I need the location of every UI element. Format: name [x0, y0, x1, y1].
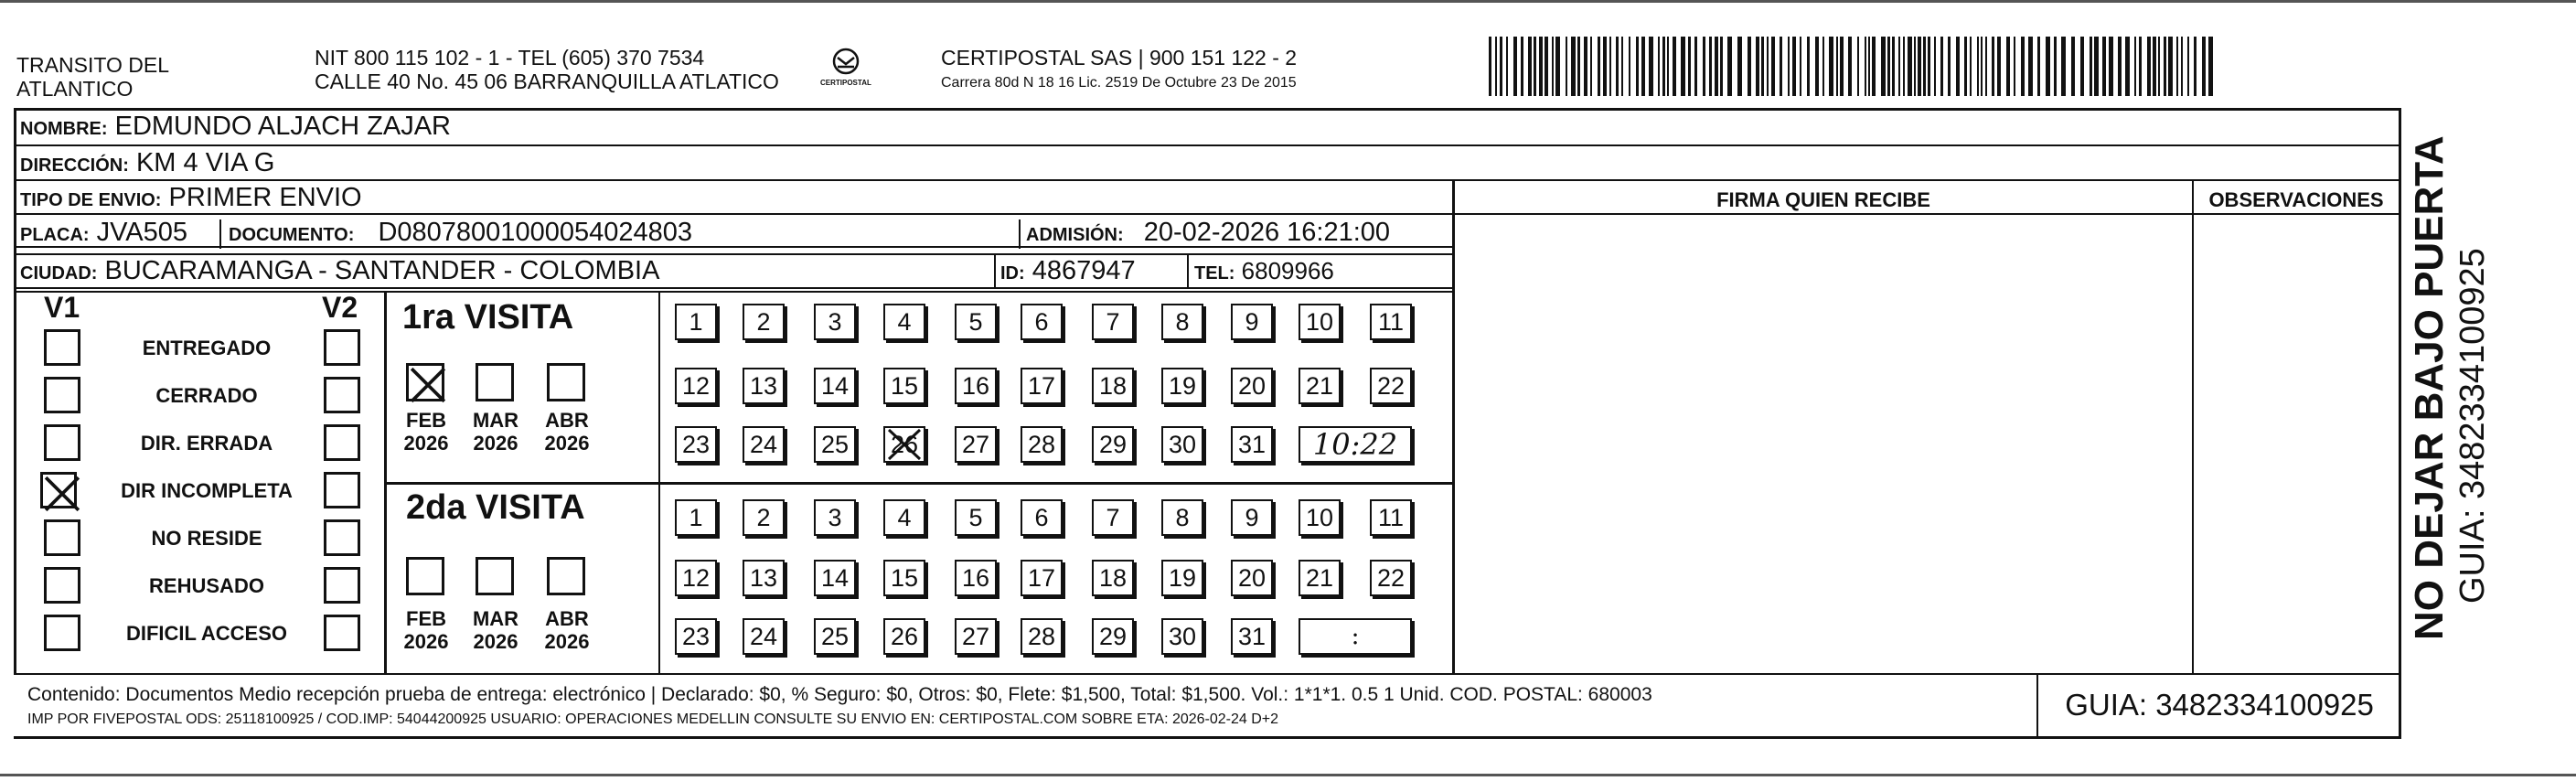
visit1-day-box[interactable]: 20	[1231, 368, 1273, 404]
company-name	[16, 53, 169, 101]
visit-month-sep	[658, 291, 660, 675]
status-v2-checkbox[interactable]	[324, 329, 360, 366]
barcode-bar	[2090, 37, 2092, 96]
barcode-bar	[1658, 37, 1660, 96]
imp-text: IMP POR FIVEPOSTAL ODS: 25118100925 / COD.IMP: 54044200925 USUARIO: OPERACIONES MEDELLIN CONSULTE SU ENVIO EN: CERTIPOSTAL.COM SOBRE ETA: 2026-02-24 D+2	[27, 711, 1279, 727]
visit2-day-box[interactable]: 9	[1231, 499, 1273, 536]
guia-box-sep	[2036, 673, 2038, 737]
nombre-row	[20, 112, 451, 144]
visit2-day-box[interactable]: 24	[743, 618, 785, 655]
visit1-day-box[interactable]: 24	[743, 426, 785, 463]
barcode-bar	[1688, 37, 1691, 96]
barcode-bar	[1868, 37, 1870, 96]
visit1-day-box[interactable]: 13	[743, 368, 785, 404]
status-v1-checkbox[interactable]	[44, 377, 80, 413]
barcode-bar	[2181, 37, 2183, 96]
visit1-day-box[interactable]: 11	[1370, 304, 1412, 340]
id-label: ID:	[1000, 263, 1025, 284]
barcode-bar	[2021, 37, 2025, 96]
frame-right	[2399, 108, 2401, 739]
visit1-day-box[interactable]: 9	[1231, 304, 1273, 340]
carrier-line: CERTIPOSTAL SAS | 900 151 122 - 2	[941, 46, 1298, 70]
barcode-bar	[1534, 37, 1536, 96]
barcode-bar	[1788, 37, 1790, 96]
guia-box: GUIA: 3482334100925	[2065, 688, 2374, 722]
status-v1-checkbox[interactable]	[44, 615, 80, 651]
barcode-bar	[2028, 37, 2033, 96]
barcode-bar	[1780, 37, 1782, 96]
barcode-bar	[1956, 37, 1960, 96]
direccion-label: DIRECCIÓN:	[20, 155, 129, 176]
sep-admision	[1019, 219, 1021, 249]
sep-tel	[1187, 254, 1189, 289]
barcode-bar	[1928, 37, 1930, 96]
barcode-bar	[1495, 37, 1497, 96]
visit2-day-box[interactable]: 5	[955, 499, 997, 536]
row-line-1	[14, 144, 2401, 146]
barcode-bar	[1997, 37, 2001, 96]
visit1-day-box[interactable]: 31	[1231, 426, 1273, 463]
barcode-bar	[1737, 37, 1742, 96]
barcode-bar	[1792, 37, 1796, 96]
barcode-bar	[2153, 37, 2156, 96]
visit2-day-box[interactable]: 15	[883, 560, 925, 596]
frame-left	[14, 108, 16, 675]
company-name-line-1: TRANSITO DEL	[16, 53, 169, 77]
placa-value: JVA505	[96, 218, 188, 247]
direccion-row	[20, 148, 274, 180]
visit1-day-box[interactable]: 10	[1299, 304, 1341, 340]
barcode-bar	[1908, 37, 1912, 96]
admision-row	[1026, 218, 1390, 250]
visit1-title: 1ra VISITA	[402, 298, 574, 337]
id-value: 4867947	[1031, 256, 1136, 285]
status-v1-checkbox[interactable]	[40, 472, 77, 508]
row-line-5	[14, 253, 1454, 255]
visit2-title: 2da VISITA	[406, 488, 585, 527]
sep-placa	[219, 219, 221, 249]
observaciones-header: OBSERVACIONES	[2208, 188, 2384, 211]
company-name-line-2: ATLANTICO	[16, 77, 134, 101]
barcode-bar	[1616, 37, 1619, 96]
status-label: DIR INCOMPLETA	[121, 479, 293, 502]
visit2-day-box[interactable]: 22	[1370, 560, 1412, 596]
barcode-bar	[1881, 37, 1886, 96]
direccion-value: KM 4 VIA G	[135, 148, 275, 177]
status-v1-checkbox[interactable]	[44, 519, 80, 556]
barcode-bar	[1649, 37, 1653, 96]
ciudad-row	[20, 256, 659, 288]
nit-line: NIT 800 115 102 - 1 - TEL (605) 370 7534	[315, 46, 705, 70]
visit2-time-box[interactable]: :	[1299, 618, 1412, 655]
ciudad-label: CIUDAD:	[20, 263, 98, 284]
barcode-bar	[1914, 37, 1916, 96]
visit1-day-box[interactable]: 17	[1021, 368, 1063, 404]
barcode-bar	[1800, 37, 1801, 96]
tel-value: 6809966	[1241, 257, 1334, 284]
barcode-bar	[2061, 37, 2066, 96]
barcode-bar	[2147, 37, 2151, 96]
visit2-day-box[interactable]: 6	[1021, 499, 1063, 536]
barcode-bar	[1948, 37, 1951, 96]
nombre-label: NOMBRE:	[20, 119, 108, 139]
x-mark-icon	[43, 475, 81, 513]
x-mark-icon	[883, 426, 925, 463]
row-line-8	[14, 673, 2401, 675]
barcode-bar	[1771, 37, 1775, 96]
barcode-bar	[2006, 37, 2010, 96]
v1-label: V1	[44, 291, 80, 324]
barcode-bar	[2176, 37, 2178, 96]
barcode-bar	[1673, 37, 1676, 96]
barcode-bar	[1887, 37, 1890, 96]
visit2-month-checkbox[interactable]	[476, 557, 514, 595]
barcode-bar	[2102, 37, 2106, 96]
visit2-day-box[interactable]: 25	[814, 618, 856, 655]
visit1-month-label: MAR 2026	[472, 409, 519, 455]
visit1-day-box[interactable]: 6	[1021, 304, 1063, 340]
row-line-7	[14, 291, 1454, 293]
status-label: ENTREGADO	[142, 337, 272, 359]
visit2-day-box[interactable]: 17	[1021, 560, 1063, 596]
status-label: CERRADO	[155, 384, 258, 407]
barcode-bar	[1636, 37, 1639, 96]
barcode-bar	[1681, 37, 1685, 96]
row-line-2	[14, 179, 2401, 181]
visit1-day-box[interactable]: 29	[1092, 426, 1134, 463]
barcode-bar	[1500, 37, 1502, 96]
barcode-bar	[1857, 37, 1859, 96]
documento-row	[229, 218, 692, 250]
firma-area[interactable]	[1456, 216, 2191, 671]
barcode-icon	[1489, 37, 2220, 96]
barcode-bar	[2109, 37, 2113, 96]
status-v1-checkbox[interactable]	[44, 329, 80, 366]
status-v2-checkbox[interactable]	[324, 472, 360, 508]
status-v2-checkbox[interactable]	[324, 519, 360, 556]
barcode-bar	[2134, 37, 2136, 96]
visit1-time-box[interactable]: 10:22	[1299, 426, 1412, 463]
visit1-day-box[interactable]: 18	[1092, 368, 1134, 404]
barcode-bar	[1840, 37, 1844, 96]
visit2-day-box[interactable]: 23	[675, 618, 717, 655]
certipostal-logo	[818, 46, 873, 91]
visit1-month-checkbox[interactable]	[547, 363, 585, 401]
visit1-sep	[386, 482, 1454, 485]
visit2-day-box[interactable]: 29	[1092, 618, 1134, 655]
barcode-bar	[1667, 37, 1669, 96]
tipo-value: PRIMER ENVIO	[168, 183, 362, 212]
barcode-bar	[1836, 37, 1838, 96]
visit2-month-checkbox[interactable]	[406, 557, 444, 595]
barcode-bar	[1934, 37, 1936, 96]
visit1-month-checkbox[interactable]	[406, 363, 444, 401]
documento-label: DOCUMENTO:	[229, 225, 355, 245]
visit2-day-box[interactable]: 4	[883, 499, 925, 536]
barcode-bar	[2046, 37, 2050, 96]
barcode-bar	[1641, 37, 1645, 96]
visit2-day-box[interactable]: 2	[743, 499, 785, 536]
barcode-bar	[1761, 37, 1764, 96]
barcode-bar	[2208, 37, 2213, 96]
id-row	[1000, 256, 1136, 288]
placa-label: PLACA:	[20, 225, 90, 245]
visit2-day-box[interactable]: 20	[1231, 560, 1273, 596]
visit2-day-box[interactable]: 11	[1370, 499, 1412, 536]
barcode-bar	[1506, 37, 1508, 96]
barcode-bar	[1918, 37, 1921, 96]
visit1-month-label: FEB 2026	[403, 409, 449, 455]
barcode-bar	[1539, 37, 1543, 96]
v2-label: V2	[322, 291, 358, 324]
barcode-bar	[2125, 37, 2130, 96]
ciudad-value: BUCARAMANGA - SANTANDER - COLOMBIA	[104, 256, 660, 285]
carrier-sub: Carrera 80d N 18 16 Lic. 2519 De Octubre 23 De 2015	[941, 75, 1297, 91]
barcode-bar	[1807, 37, 1810, 96]
barcode-bar	[1872, 37, 1876, 96]
barcode-bar	[1715, 37, 1718, 96]
barcode-bar	[1727, 37, 1732, 96]
barcode-bar	[1590, 37, 1592, 96]
row-line-3	[14, 213, 2401, 215]
status-label: DIFICIL ACCESO	[125, 622, 287, 645]
side-guia: GUIA: 3482334100925	[2453, 248, 2492, 604]
barcode-bar	[1829, 37, 1833, 96]
visit2-day-box[interactable]: 8	[1161, 499, 1203, 536]
top-edge	[0, 0, 2576, 3]
bottom-edge	[0, 774, 2576, 776]
visit1-day-box[interactable]: 1	[675, 304, 717, 340]
barcode-bar	[1977, 37, 1979, 96]
barcode-bar	[1767, 37, 1769, 96]
barcode-bar	[2094, 37, 2099, 96]
barcode-bar	[1555, 37, 1560, 96]
visit1-day-box[interactable]: 5	[955, 304, 997, 340]
barcode-bar	[1603, 37, 1607, 96]
visit1-day-box[interactable]: 12	[675, 368, 717, 404]
barcode-bar	[2037, 37, 2040, 96]
status-v1-checkbox[interactable]	[44, 424, 80, 461]
visit1-day-box[interactable]: 21	[1299, 368, 1341, 404]
visit2-day-box[interactable]: 14	[814, 560, 856, 596]
status-label: DIR. ERRADA	[140, 432, 273, 455]
visit2-day-box[interactable]: 19	[1161, 560, 1203, 596]
barcode-bar	[1609, 37, 1611, 96]
barcode-bar	[2054, 37, 2057, 96]
barcode-bar	[2080, 37, 2084, 96]
visit1-month-label: ABR 2026	[544, 409, 590, 455]
tel-label: TEL:	[1194, 263, 1235, 284]
col-sep-obs	[2192, 179, 2194, 675]
visit1-day-box[interactable]: 22	[1370, 368, 1412, 404]
barcode-bar	[2118, 37, 2122, 96]
visit2-day-box[interactable]: 30	[1161, 618, 1203, 655]
barcode-bar	[2168, 37, 2173, 96]
barcode-bar	[1694, 37, 1697, 96]
visit2-month-checkbox[interactable]	[547, 557, 585, 595]
barcode-bar	[1981, 37, 1983, 96]
visit2-day-box[interactable]: 21	[1299, 560, 1341, 596]
status-v2-checkbox[interactable]	[324, 424, 360, 461]
barcode-bar	[1513, 37, 1517, 96]
visit1-day-box[interactable]: 8	[1161, 304, 1203, 340]
barcode-bar	[1621, 37, 1623, 96]
barcode-bar	[1703, 37, 1705, 96]
nombre-value: EDMUNDO ALJACH ZAJAR	[114, 112, 451, 141]
barcode-bar	[1756, 37, 1759, 96]
admision-value: 20-02-2026 16:21:00	[1143, 218, 1391, 247]
barcode-bar	[1985, 37, 1987, 96]
contenido-text: Contenido: Documentos Medio recepción prueba de entrega: electrónico | Declarado: $0, % Seguro: $0, Otros: $0, Flete: $1,500, Total: $1,500. Vol.: 1*1*1. 0.5 1 Unid. COD. POSTAL: 680003	[27, 684, 1652, 705]
visit2-day-box[interactable]: 28	[1021, 618, 1063, 655]
barcode-bar	[2202, 37, 2206, 96]
visit2-day-box[interactable]: 18	[1092, 560, 1134, 596]
tipo-label: TIPO DE ENVIO:	[20, 190, 162, 210]
observaciones-area[interactable]	[2195, 216, 2398, 671]
barcode-bar	[1521, 37, 1523, 96]
col-sep-firma	[1452, 179, 1455, 675]
side-warning: NO DEJAR BAJO PUERTA	[2407, 135, 2452, 640]
barcode-bar	[1571, 37, 1576, 96]
barcode-bar	[1720, 37, 1723, 96]
barcode-bar	[1992, 37, 1994, 96]
barcode-bar	[1598, 37, 1600, 96]
status-v2-checkbox[interactable]	[324, 377, 360, 413]
visit1-day-box[interactable]: 25	[814, 426, 856, 463]
visit1-day-box[interactable]: 4	[883, 304, 925, 340]
visit2-day-box[interactable]: 7	[1092, 499, 1134, 536]
tel-row	[1194, 256, 1334, 288]
visit1-day-box[interactable]: 15	[883, 368, 925, 404]
barcode-bar	[1748, 37, 1751, 96]
barcode-bar	[1822, 37, 1824, 96]
barcode-bar	[1528, 37, 1532, 96]
visit1-day-box[interactable]: 7	[1092, 304, 1134, 340]
visit2-day-box[interactable]: 1	[675, 499, 717, 536]
side-text	[2407, 128, 2517, 640]
frame-bottom	[14, 736, 2401, 739]
barcode-bar	[1629, 37, 1630, 96]
barcode-bar	[1923, 37, 1926, 96]
visit1-day-box[interactable]: 27	[955, 426, 997, 463]
barcode-bar	[2194, 37, 2197, 96]
visit1-day-box[interactable]: 28	[1021, 426, 1063, 463]
visit1-day-box[interactable]: 23	[675, 426, 717, 463]
barcode-bar	[1848, 37, 1852, 96]
barcode-bar	[1865, 37, 1866, 96]
barcode-bar	[1552, 37, 1554, 96]
status-v1-checkbox[interactable]	[44, 567, 80, 604]
placa-row	[20, 218, 187, 250]
barcode-bar	[2187, 37, 2189, 96]
visit1-month-checkbox[interactable]	[476, 363, 514, 401]
status-v2-checkbox[interactable]	[324, 567, 360, 604]
barcode-bar	[2158, 37, 2160, 96]
barcode-bar	[2164, 37, 2166, 96]
barcode-bar	[1940, 37, 1943, 96]
visit2-month-label: MAR 2026	[472, 607, 519, 653]
visit1-day-box[interactable]: 14	[814, 368, 856, 404]
barcode-bar	[1903, 37, 1905, 96]
barcode-bar	[1892, 37, 1895, 96]
barcode-bar	[1662, 37, 1665, 96]
barcode-bar	[1489, 37, 1491, 96]
logo-caption: CERTIPOSTAL	[820, 79, 871, 87]
barcode-bar	[1566, 37, 1567, 96]
visit2-day-box[interactable]: 10	[1299, 499, 1341, 536]
barcode-bar	[2139, 37, 2142, 96]
tipo-row	[20, 183, 362, 215]
visit1-day-box[interactable]: 2	[743, 304, 785, 340]
sep-id	[994, 254, 996, 289]
visit1-day-box[interactable]: 26	[883, 426, 925, 463]
status-label: REHUSADO	[149, 574, 264, 597]
visit2-day-box[interactable]: 3	[814, 499, 856, 536]
visit2-day-box[interactable]: 27	[955, 618, 997, 655]
barcode-bar	[1709, 37, 1712, 96]
barcode-bar	[1898, 37, 1900, 96]
documento-value: D08078001000054024803	[378, 218, 692, 247]
barcode-bar	[1584, 37, 1587, 96]
visit2-month-label: FEB 2026	[403, 607, 449, 653]
visit2-day-box[interactable]: 26	[883, 618, 925, 655]
visit2-month-label: ABR 2026	[544, 607, 590, 653]
visit1-day-box[interactable]: 19	[1161, 368, 1203, 404]
frame-top	[14, 108, 2401, 111]
address-line: CALLE 40 No. 45 06 BARRANQUILLA ATLATICO	[315, 70, 779, 93]
visit1-day-box[interactable]: 16	[955, 368, 997, 404]
visit2-day-box[interactable]: 13	[743, 560, 785, 596]
barcode-bar	[1815, 37, 1819, 96]
barcode-bar	[1545, 37, 1548, 96]
status-v2-checkbox[interactable]	[324, 615, 360, 651]
visit1-day-box[interactable]: 3	[814, 304, 856, 340]
admision-label: ADMISIÓN:	[1026, 225, 1124, 245]
barcode-bar	[1577, 37, 1580, 96]
visit2-day-box[interactable]: 16	[955, 560, 997, 596]
visit1-day-box[interactable]: 30	[1161, 426, 1203, 463]
x-mark-icon	[409, 366, 447, 404]
barcode-bar	[1964, 37, 1967, 96]
barcode-bar	[2071, 37, 2075, 96]
visit2-day-box[interactable]: 31	[1231, 618, 1273, 655]
barcode-bar	[2014, 37, 2015, 96]
firma-header: FIRMA QUIEN RECIBE	[1716, 188, 1930, 211]
barcode-bar	[1970, 37, 1972, 96]
status-label: NO RESIDE	[151, 527, 262, 550]
visit2-day-box[interactable]: 12	[675, 560, 717, 596]
